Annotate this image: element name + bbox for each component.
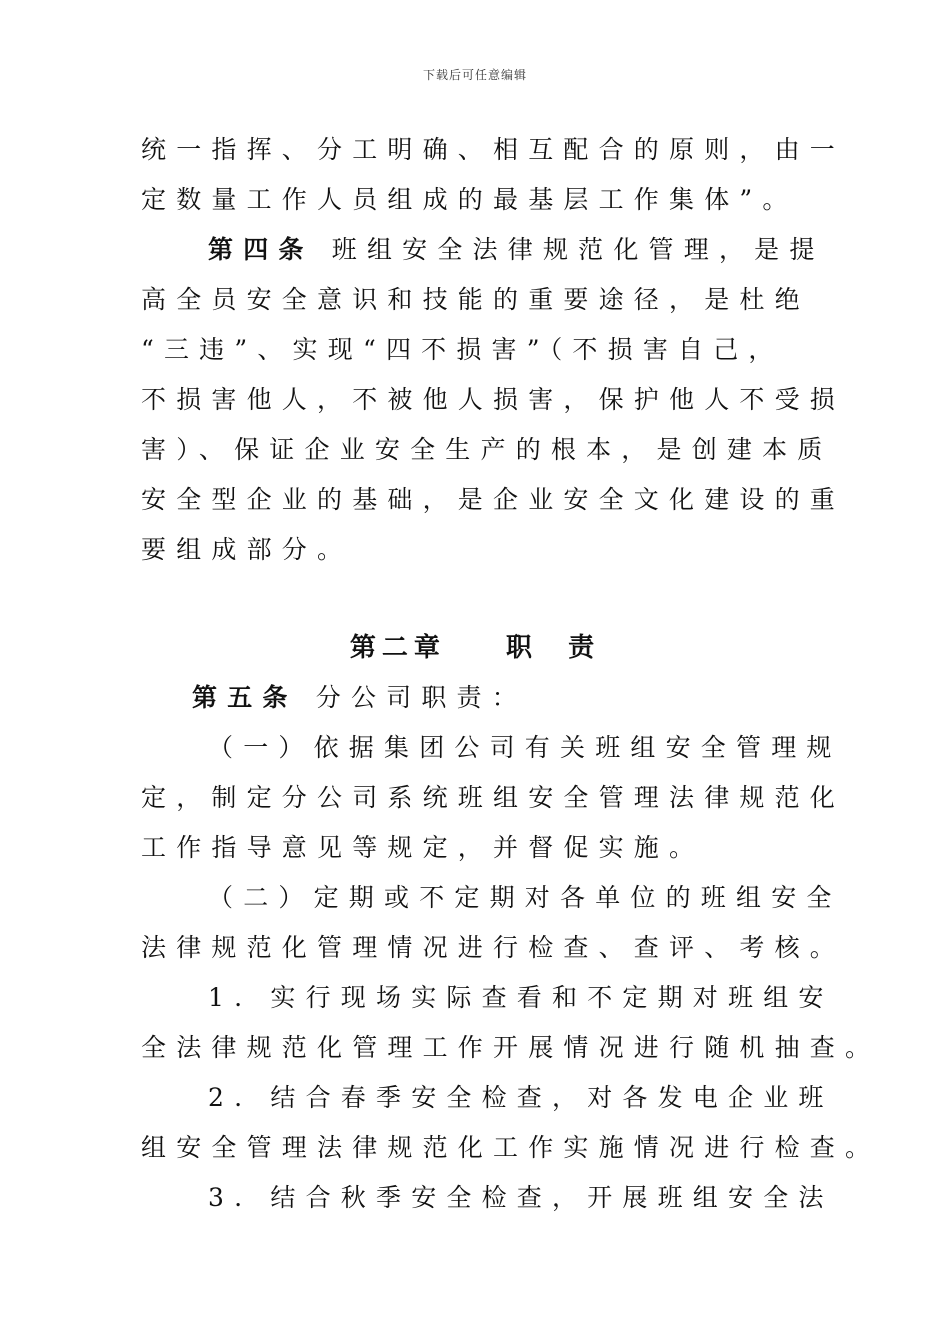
page-header: 下载后可任意编辑 (422, 68, 527, 82)
text-line-13: 工作指导意见等规定，并督促实施。 (141, 833, 705, 862)
text-line-7: 害）、保证企业安全生产的根本，是创建本质 (141, 435, 833, 464)
text-line-11: （一）依据集团公司有关班组安全管理规 (208, 733, 842, 762)
text-line-18: 2. 结合春季安全检查，对各发电企业班 (208, 1083, 834, 1112)
text-line-14: （二）定期或不定期对各单位的班组安全 (208, 883, 842, 912)
text-line-15: 法律规范化管理情况进行检查、查评、考核。 (141, 933, 846, 962)
article-4-line: 第四条 班组安全法律规范化管理，是提 (208, 235, 825, 264)
text-line-12: 定，制定分公司系统班组安全管理法律规范化 (141, 783, 846, 812)
text-line-20: 3. 结合秋季安全检查，开展班组安全法 (208, 1183, 834, 1212)
text-line-16: 1. 实行现场实际查看和不定期对班组安 (208, 983, 834, 1012)
text-line-8: 安全型企业的基础，是企业安全文化建设的重 (141, 485, 846, 514)
article-5-heading: 第五条 (192, 683, 298, 712)
article-5-line: 第五条 分公司职责： (192, 683, 527, 712)
text-line-19: 组安全管理法律规范化工作实施情况进行检查。 (141, 1133, 881, 1162)
text-line-17: 全法律规范化管理工作开展情况进行随机抽查。 (141, 1033, 881, 1062)
chapter-title: 第二章 职 责 (349, 633, 601, 663)
text-line-4: 高全员安全意识和技能的重要途径，是杜绝 (141, 285, 810, 314)
text-line-9: 要组成部分。 (141, 535, 353, 564)
article-4-heading: 第四条 (208, 235, 314, 264)
text-line-6: 不损害他人，不被他人损害，保护他人不受损 (141, 385, 846, 414)
text-line-5: “三违”、实现“四不损害”（不损害自己， (141, 335, 784, 364)
text-line-1: 统一指挥、分工明确、相互配合的原则，由一 (141, 135, 846, 164)
text-line-2: 定数量工作人员组成的最基层工作集体”。 (141, 185, 798, 214)
